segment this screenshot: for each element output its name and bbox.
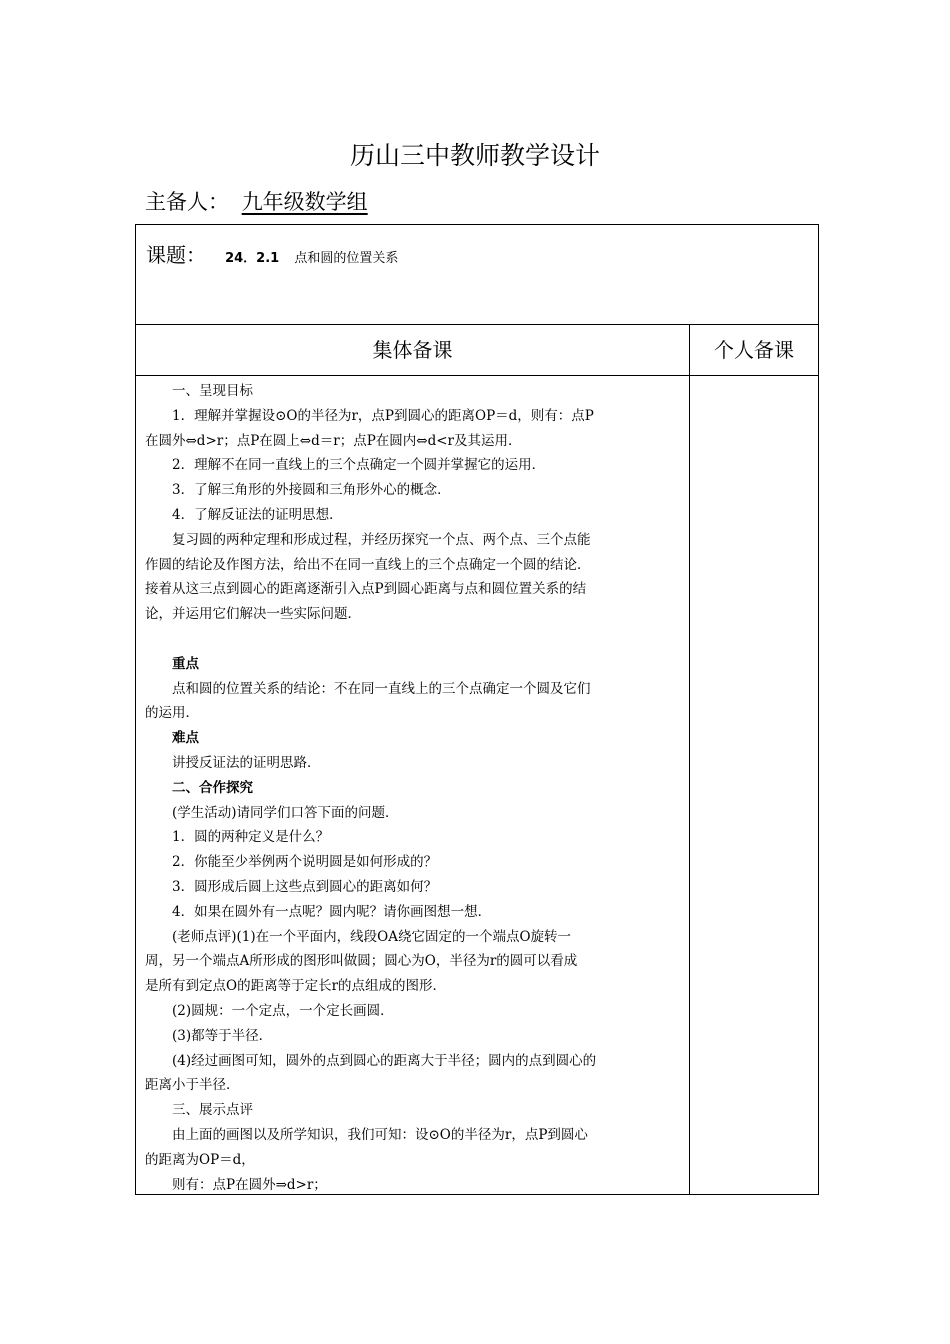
paragraph: 接着从这三点到圆心的距离逐渐引入点P到圆心距离与点和圆位置关系的结 xyxy=(145,581,587,598)
lesson-plan-table xyxy=(135,224,819,1195)
paragraph: 1．理解并掌握设⊙O的半径为r，点P到圆心的距离OP＝d，则有：点P xyxy=(172,407,594,424)
column-divider xyxy=(689,324,690,1194)
paragraph: (老师点评)(1)在一个平面内，线段OA绕它固定的一个端点O旋转一 xyxy=(172,928,572,945)
paragraph: 由上面的画图以及所学知识，我们可知：设⊙O的半径为r，点P到圆心 xyxy=(172,1126,588,1143)
topic-number: 24．2.1 xyxy=(225,251,280,266)
paragraph: (学生活动)请同学们口答下面的问题． xyxy=(172,804,399,821)
paragraph: 1．圆的两种定义是什么？ xyxy=(172,829,330,846)
difficulty-heading: 难点 xyxy=(172,730,199,747)
paragraph: 3．圆形成后圆上这些点到圆心的距离如何？ xyxy=(172,878,438,895)
collective-header: 集体备课 xyxy=(372,338,453,362)
paragraph: 的运用． xyxy=(145,705,199,722)
topic-row xyxy=(146,239,398,268)
preparer-label: 主备人： xyxy=(145,190,229,214)
paragraph: 论，并运用它们解决一些实际问题． xyxy=(145,606,361,623)
paragraph: 复习圆的两种定理和形成过程，并经历探究一个点、两个点、三个点能 xyxy=(172,531,591,548)
paragraph: 讲授反证法的证明思路． xyxy=(172,754,321,771)
paragraph: (4)经过画图可知，圆外的点到圆心的距离大于半径；圆内的点到圆心的 xyxy=(172,1052,597,1069)
preparer-value: 九年级数学组 xyxy=(241,190,368,214)
paragraph: 点和圆的位置关系的结论：不在同一直线上的三个点确定一个圆及它们 xyxy=(172,680,591,697)
blank-line xyxy=(145,627,681,652)
paragraph: 在圆外⇔d>r；点P在圆上⇔d＝r；点P在圆内⇔d<r及其运用． xyxy=(145,432,522,449)
paragraph: 周，另一个端点A所形成的图形叫做圆；圆心为O，半径为r的圆可以看成 xyxy=(145,953,578,970)
paragraph: 作圆的结论及作图方法，给出不在同一直线上的三个点确定一个圆的结论． xyxy=(145,556,591,573)
topic-name: 点和圆的位置关系 xyxy=(294,251,399,266)
personal-header: 个人备课 xyxy=(714,338,794,362)
paragraph: 3．了解三角形的外接圆和三角形外心的概念． xyxy=(172,482,451,499)
section-heading: 二、合作探究 xyxy=(172,779,253,796)
paragraph: 则有：点P在圆外⇒d>r； xyxy=(172,1176,327,1193)
paragraph: 2．理解不在同一直线上的三个点确定一个圆并掌握它的运用． xyxy=(172,457,546,474)
key-point-heading: 重点 xyxy=(172,655,199,672)
paragraph: 2．你能至少举例两个说明圆是如何形成的？ xyxy=(172,854,438,871)
document-title: 历山三中教师教学设计 xyxy=(349,141,600,170)
section-heading: 三、展示点评 xyxy=(172,1102,253,1119)
paragraph: 4．了解反证法的证明思想． xyxy=(172,506,343,523)
section-heading: 一、呈现目标 xyxy=(172,383,253,399)
collective-content xyxy=(145,379,681,1197)
row-divider-2 xyxy=(136,375,818,376)
preparer-line xyxy=(145,186,374,216)
paragraph: (3)都等于半径． xyxy=(172,1027,273,1044)
topic-label: 课题： xyxy=(146,243,206,267)
paragraph: 4．如果在圆外有一点呢？圆内呢？请你画图想一想． xyxy=(172,903,492,920)
paragraph: 距离小于半径． xyxy=(145,1077,240,1094)
paragraph: (2)圆规：一个定点，一个定长画圆． xyxy=(172,1002,394,1019)
paragraph: 的距离为OP＝d， xyxy=(145,1151,255,1168)
paragraph: 是所有到定点O的距离等于定长r的点组成的图形． xyxy=(145,978,447,995)
